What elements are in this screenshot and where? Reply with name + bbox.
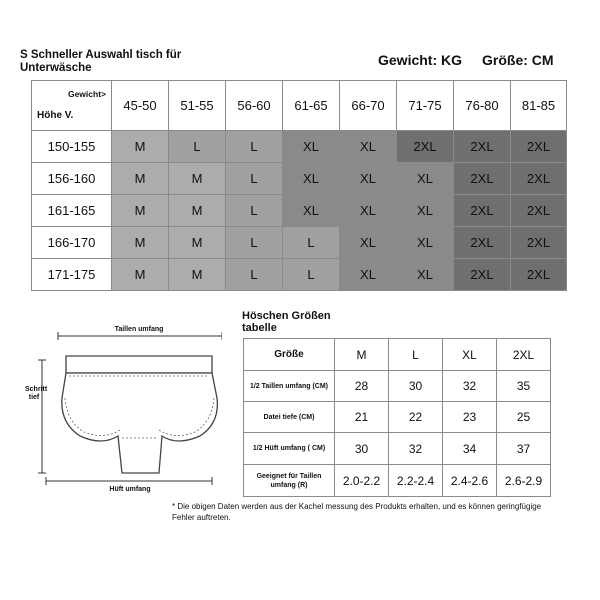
size-chart-table [31,80,567,291]
size-cell: L [283,227,340,259]
size-cell: M [112,163,169,195]
measure-label: Datei tiefe (CM) [244,402,335,433]
size-header: M [335,339,389,371]
height-header: 161-165 [32,195,112,227]
weight-header: 45-50 [112,81,169,131]
table-row [32,163,567,195]
measure-value: 30 [389,371,443,402]
size-header-row [244,339,551,371]
measure-label: Geeignet für Taillen umfang (R) [244,465,335,497]
size-header: XL [443,339,497,371]
weight-header: 56-60 [226,81,283,131]
table-row [32,227,567,259]
size-cell: L [226,163,283,195]
size-cell: XL [340,131,397,163]
size-cell: 2XL [511,259,567,291]
measure-value: 32 [389,433,443,465]
table-row [244,433,551,465]
size-cell: M [169,227,226,259]
waist-label: Taillen umfang [114,326,164,333]
size-cell: 2XL [454,259,511,291]
size-cell: XL [397,163,454,195]
measure-value: 23 [443,402,497,433]
measure-value: 25 [497,402,551,433]
size-cell: 2XL [397,131,454,163]
size-cell: L [169,131,226,163]
size-cell: M [112,131,169,163]
measure-value: 34 [443,433,497,465]
measure-value: 32 [443,371,497,402]
size-cell: 2XL [454,195,511,227]
measure-value: 2.6-2.9 [497,465,551,497]
size-cell: 2XL [511,227,567,259]
corner-header-cell [32,81,112,131]
weight-unit-label: Gewicht: KG [378,52,463,68]
size-cell: 2XL [511,195,567,227]
size-cell: 2XL [511,131,567,163]
size-cell: L [226,131,283,163]
size-unit-label: Größe: CM [482,52,554,68]
size-cell: XL [397,227,454,259]
weight-header: 81-85 [511,81,567,131]
table-row [32,131,567,163]
size-cell: 2XL [511,163,567,195]
corner-weight-label: Gewicht> [67,89,106,99]
measure-label: 1/2 Hüft umfang ( CM) [244,433,335,465]
weight-header-row [32,81,567,131]
size-cell: XL [340,163,397,195]
weight-header: 51-55 [169,81,226,131]
depth-label: Schritt tief [25,386,48,401]
size-cell: XL [283,195,340,227]
height-header: 150-155 [32,131,112,163]
size-cell: XL [340,259,397,291]
measure-value: 28 [335,371,389,402]
table-row [32,195,567,227]
measure-value: 2.2-2.4 [389,465,443,497]
size-cell: XL [283,131,340,163]
size-header: 2XL [497,339,551,371]
measure-value: 22 [389,402,443,433]
height-header: 171-175 [32,259,112,291]
size-cell: M [169,163,226,195]
size-cell: L [226,195,283,227]
measure-value: 2.0-2.2 [335,465,389,497]
size-header-label: Größe [244,339,335,371]
measure-value: 37 [497,433,551,465]
size-cell: 2XL [454,131,511,163]
size-cell: M [112,227,169,259]
measure-value: 35 [497,371,551,402]
height-header: 166-170 [32,227,112,259]
measurement-note: * Die obigen Daten werden aus der Kachel messung des Produkts erhalten, und es können geringfügige Fehler auftreten. [172,502,542,522]
hip-label: Hüft umfang [109,486,151,493]
size-cell: XL [397,195,454,227]
size-cell: M [169,259,226,291]
table-row [32,259,567,291]
page-title: S Schneller Auswahl tisch für Unterwäsche [20,49,182,74]
size-cell: XL [340,227,397,259]
weight-header: 71-75 [397,81,454,131]
size-cell: XL [397,259,454,291]
table-row [244,402,551,433]
size-cell: L [226,227,283,259]
measure-table [243,338,551,497]
table-row [244,371,551,402]
size-cell: XL [340,195,397,227]
size-header: L [389,339,443,371]
size-cell: 2XL [454,163,511,195]
size-cell: M [112,195,169,227]
size-cell: L [226,259,283,291]
size-cell: XL [283,163,340,195]
weight-header: 66-70 [340,81,397,131]
size-cell: M [112,259,169,291]
briefs-icon [62,356,218,473]
size-cell: L [283,259,340,291]
briefs-diagram [22,318,222,503]
table-row [244,465,551,497]
size-cell: 2XL [454,227,511,259]
weight-header: 61-65 [283,81,340,131]
weight-header: 76-80 [454,81,511,131]
size-cell: M [169,195,226,227]
measure-value: 30 [335,433,389,465]
measure-label: 1/2 Taillen umfang (CM) [244,371,335,402]
height-header: 156-160 [32,163,112,195]
measure-table-title: Höschen Größen tabelle [242,310,331,334]
measure-value: 21 [335,402,389,433]
measure-value: 2.4-2.6 [443,465,497,497]
corner-height-label: Höhe V. [37,110,74,121]
